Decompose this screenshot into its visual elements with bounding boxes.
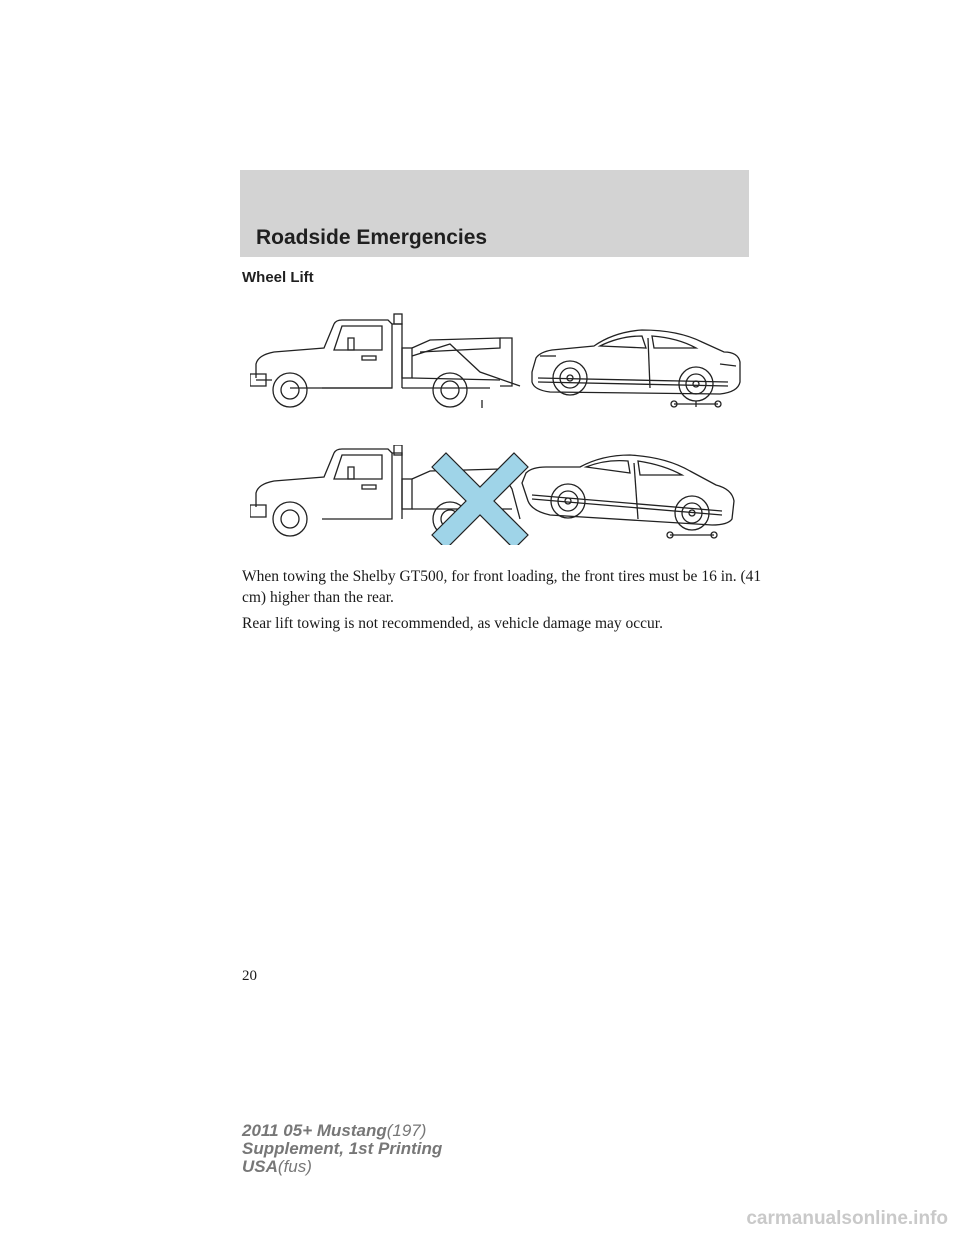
subheading-wheel-lift: Wheel Lift [242, 269, 314, 286]
section-header-band [240, 170, 749, 257]
footer-printing: Supplement, 1st Printing [242, 1139, 443, 1158]
towing-instruction-paragraph: When towing the Shelby GT500, for front loading, the front tires must be 16 in. (41 cm) higher than the rear. [242, 568, 762, 606]
footer-line-3 [242, 1158, 442, 1176]
rear-lift-warning-paragraph: Rear lift towing is not recommended, as vehicle damage may occur. [242, 615, 663, 632]
tow-truck-wheel-lift-correct-illustration [250, 308, 750, 416]
mustang-car-drawing-lifted-front [532, 330, 740, 407]
footer-line-1 [242, 1122, 442, 1140]
page-number: 20 [242, 968, 257, 984]
footer-model-code: (197) [386, 1121, 427, 1140]
tow-truck-rear-lift-prohibited-illustration [250, 445, 750, 545]
section-title: Roadside Emergencies [256, 226, 488, 249]
watermark: carmanualsonline.info [746, 1208, 948, 1229]
document-footer [242, 1122, 442, 1176]
prohibited-x-mark [432, 453, 528, 545]
footer-market: USA [242, 1157, 278, 1176]
footer-market-code: (fus) [277, 1157, 312, 1176]
mustang-car-drawing-lifted-rear [522, 455, 734, 538]
footer-model: 2011 05+ Mustang [242, 1121, 387, 1140]
tow-truck-drawing [250, 314, 520, 408]
footer-line-2 [242, 1140, 442, 1158]
